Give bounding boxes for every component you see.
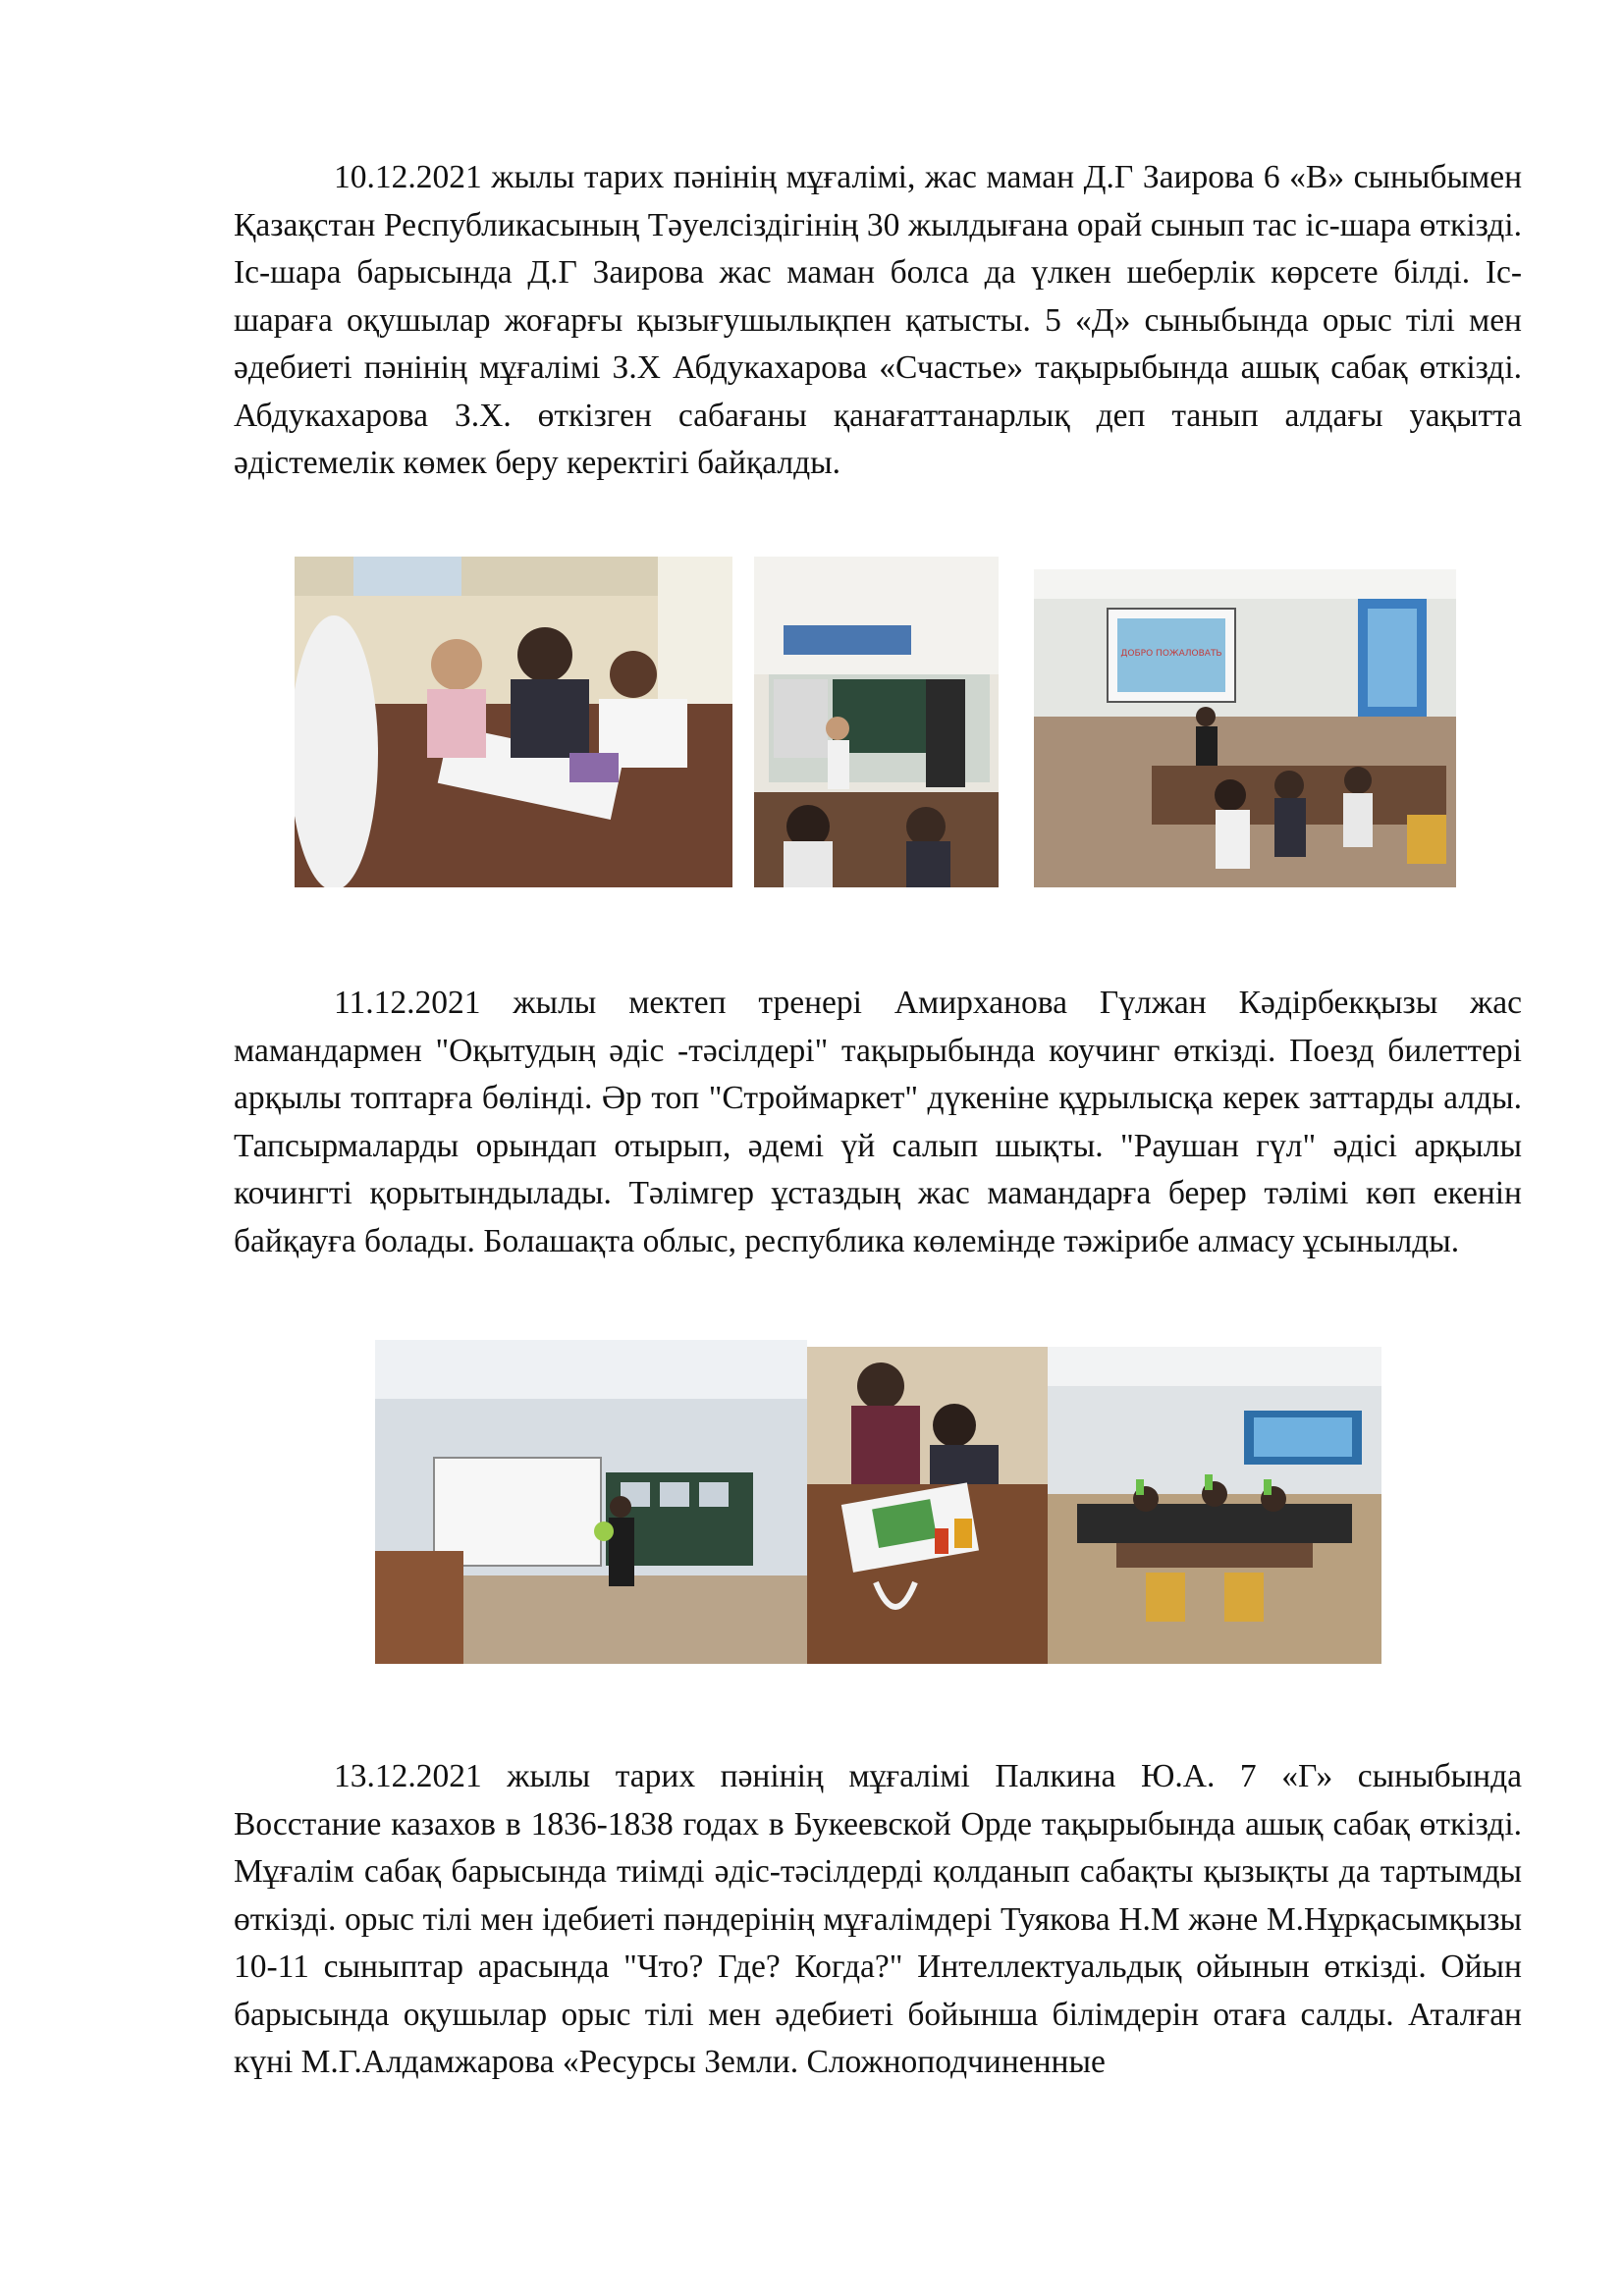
photo-classroom-teacher-board: [754, 557, 999, 887]
paragraph-1: 10.12.2021 жылы тарих пәнінің мұғалімі, жас маман Д.Г Заирова 6 «В» сыныбымен Қазақстан Республикасының Тәуелсіздігінің 30 жылдығана орай сынып тас іс-шара өткізді. Іс-шара барысында Д.Г Заирова жас маман болса да үлкен шеберлік көрсете білді. Іс-шараға оқушылар жоғарғы қызығушылықпен қатысты. 5 «Д» сыныбында орыс тілі мен әдебиеті пәнінің мұғалімі З.Х Абдукахарова «Счастье» тақырыбында ашық сабақ өткізді. Абдукахарова З.Х. өткізген сабағаны қанағаттанарлық деп танып алдағы уақытта әдістемелік көмек беру керектігі байқалды.: [234, 159, 1522, 481]
paragraph-2: 11.12.2021 жылы мектеп тренері Амирханова Гүлжан Кәдірбекқызы жас мамандармен "Оқытудың әдіс -тәсілдері" тақырыбында коучинг өткізді. Поезд билеттері арқылы топтарға бөлінді. Әр топ "Строймаркет" дүкеніне құрылысқа керек заттарды алды. Тапсырмаларды орындап отырып, әдемі үй салып шықты. "Раушан гүл" әдісі арқылы кочингті қорытындылады. Тәлімгер ұстаздың жас мамандарға берер тәлімі көп екенін байқауға болады. Болашақта облыс, республика көлемінде тәжірибе алмасу ұсынылды.: [234, 985, 1522, 1259]
photo-classroom-event-presentation: [1034, 569, 1456, 887]
photo-classroom-students-1: [295, 557, 732, 887]
photo-training-classroom: [1048, 1347, 1381, 1664]
photo-group-work-table: [807, 1347, 1048, 1664]
photo-trainer-presentation: [375, 1340, 807, 1664]
paragraph-3: 13.12.2021 жылы тарих пәнінің мұғалімі Палкина Ю.А. 7 «Г» сыныбында Восстание казахов в 1836-1838 годах в Букеевской Орде тақырыбында ашық сабақ өткізді. Мұғалім сабақ барысында тиімді әдіс-тәсілдерді қолданып сабақты қызықты да тартымды өткізді. орыс тілі мен ідебиеті пәндерінің мұғалімдері Туякова Н.М және М.Нұрқасымқызы 10-11 сыныптар арасында "Что? Где? Когда?" Интеллектуальдық ойынын өткізді. Ойын барысында оқушылар орыс тілі мен әдебиеті бойынша білімдерін отаға салды. Аталған күні М.Г.Алдамжарова «Ресурсы Земли. Сложноподчиненные: [234, 1758, 1522, 2080]
poster-text: ДОБРО ПОЖАЛОВАТЬ: [1120, 649, 1222, 659]
